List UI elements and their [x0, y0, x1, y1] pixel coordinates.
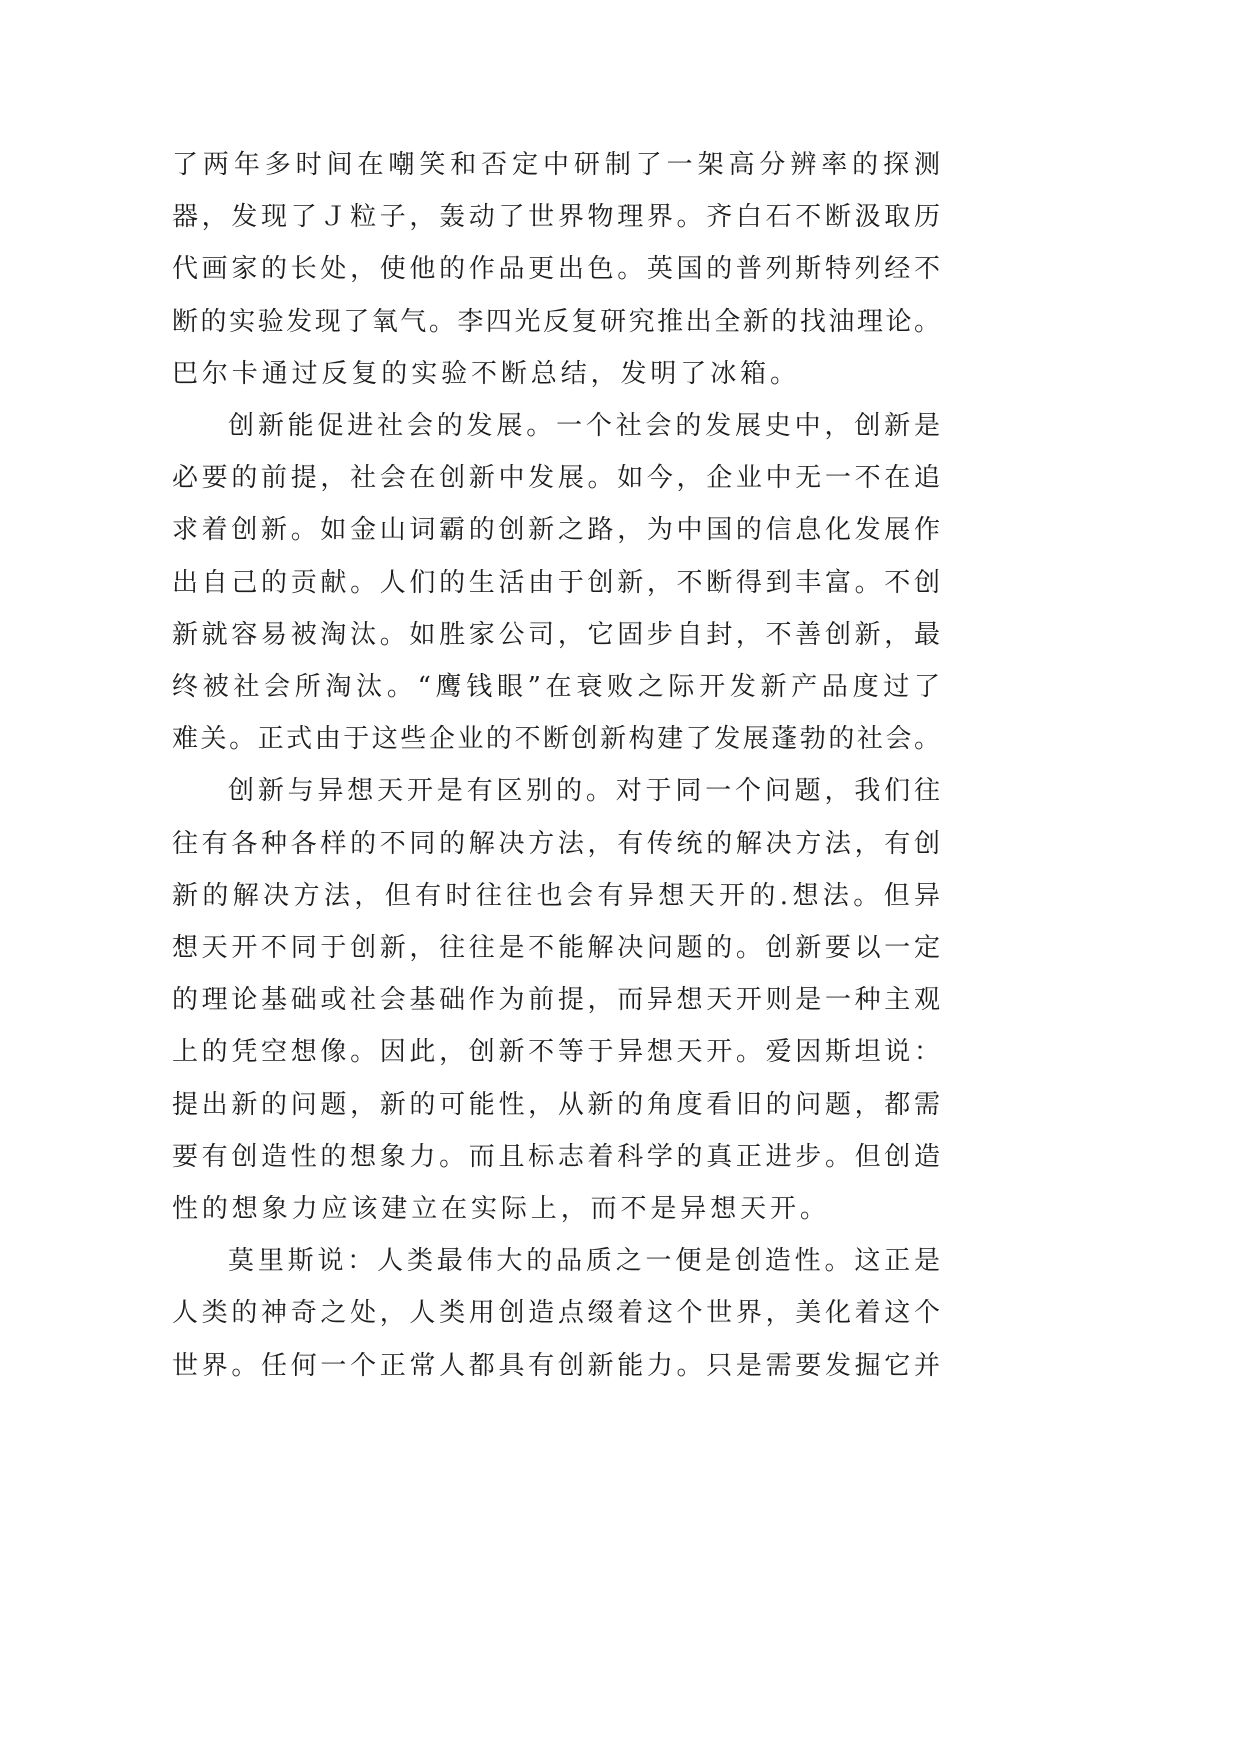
text-line: 莫里斯说：人类最伟大的品质之一便是创造性。这正是 [228, 1246, 940, 1277]
text-line: 往有各种各样的不同的解决方法，有传统的解决方法，有创 [172, 828, 940, 859]
text-line: 的理论基础或社会基础作为前提，而异想天开则是一种主观 [172, 985, 940, 1016]
text-line: 代画家的长处，使他的作品更出色。英国的普列斯特列经不 [172, 254, 940, 285]
text-line: 创新与异想天开是有区别的。对于同一个问题，我们往 [228, 776, 940, 807]
text-line: 想天开不同于创新，往往是不能解决问题的。创新要以一定 [172, 933, 940, 963]
text-line: 求着创新。如金山词霸的创新之路，为中国的信息化发展作 [172, 515, 940, 546]
text-line: 终被社会所淘汰。“鹰钱眼”在衰败之际开发新产品度过了 [172, 672, 940, 702]
text-line: 提出新的问题，新的可能性，从新的角度看旧的问题，都需 [172, 1089, 940, 1120]
text-line: 性的想象力应该建立在实际上，而不是异想天开。 [172, 1194, 830, 1224]
text-line: 世界。任何一个正常人都具有创新能力。只是需要发掘它并 [172, 1350, 940, 1381]
text-line: 人类的神奇之处，人类用创造点缀着这个世界，美化着这个 [172, 1298, 940, 1329]
text-line: 了两年多时间在嘲笑和否定中研制了一架高分辨率的探测 [172, 150, 940, 180]
text-line: 断的实验发现了氧气。李四光反复研究推出全新的找油理论。 [172, 306, 940, 337]
text-line: 器，发现了Ｊ粒子，轰动了世界物理界。齐白石不断汲取历 [172, 202, 940, 233]
text-line: 新的解决方法，但有时往往也会有异想天开的.想法。但异 [172, 880, 940, 911]
text-line: 上的凭空想像。因此，创新不等于异想天开。爱因斯坦说： [172, 1037, 940, 1068]
text-line: 必要的前提，社会在创新中发展。如今，企业中无一不在追 [172, 463, 940, 494]
text-line: 创新能促进社会的发展。一个社会的发展史中，创新是 [228, 411, 940, 441]
text-line: 巴尔卡通过反复的实验不断总结，发明了冰箱。 [172, 358, 800, 389]
text-line: 难关。正式由于这些企业的不断创新构建了发展蓬勃的社会。 [172, 724, 940, 755]
text-line: 要有创造性的想象力。而且标志着科学的真正进步。但创造 [172, 1141, 940, 1172]
text-line: 出自己的贡献。人们的生活由于创新，不断得到丰富。不创 [172, 567, 940, 598]
text-line: 新就容易被淘汰。如胜家公司，它固步自封，不善创新，最 [172, 619, 940, 650]
